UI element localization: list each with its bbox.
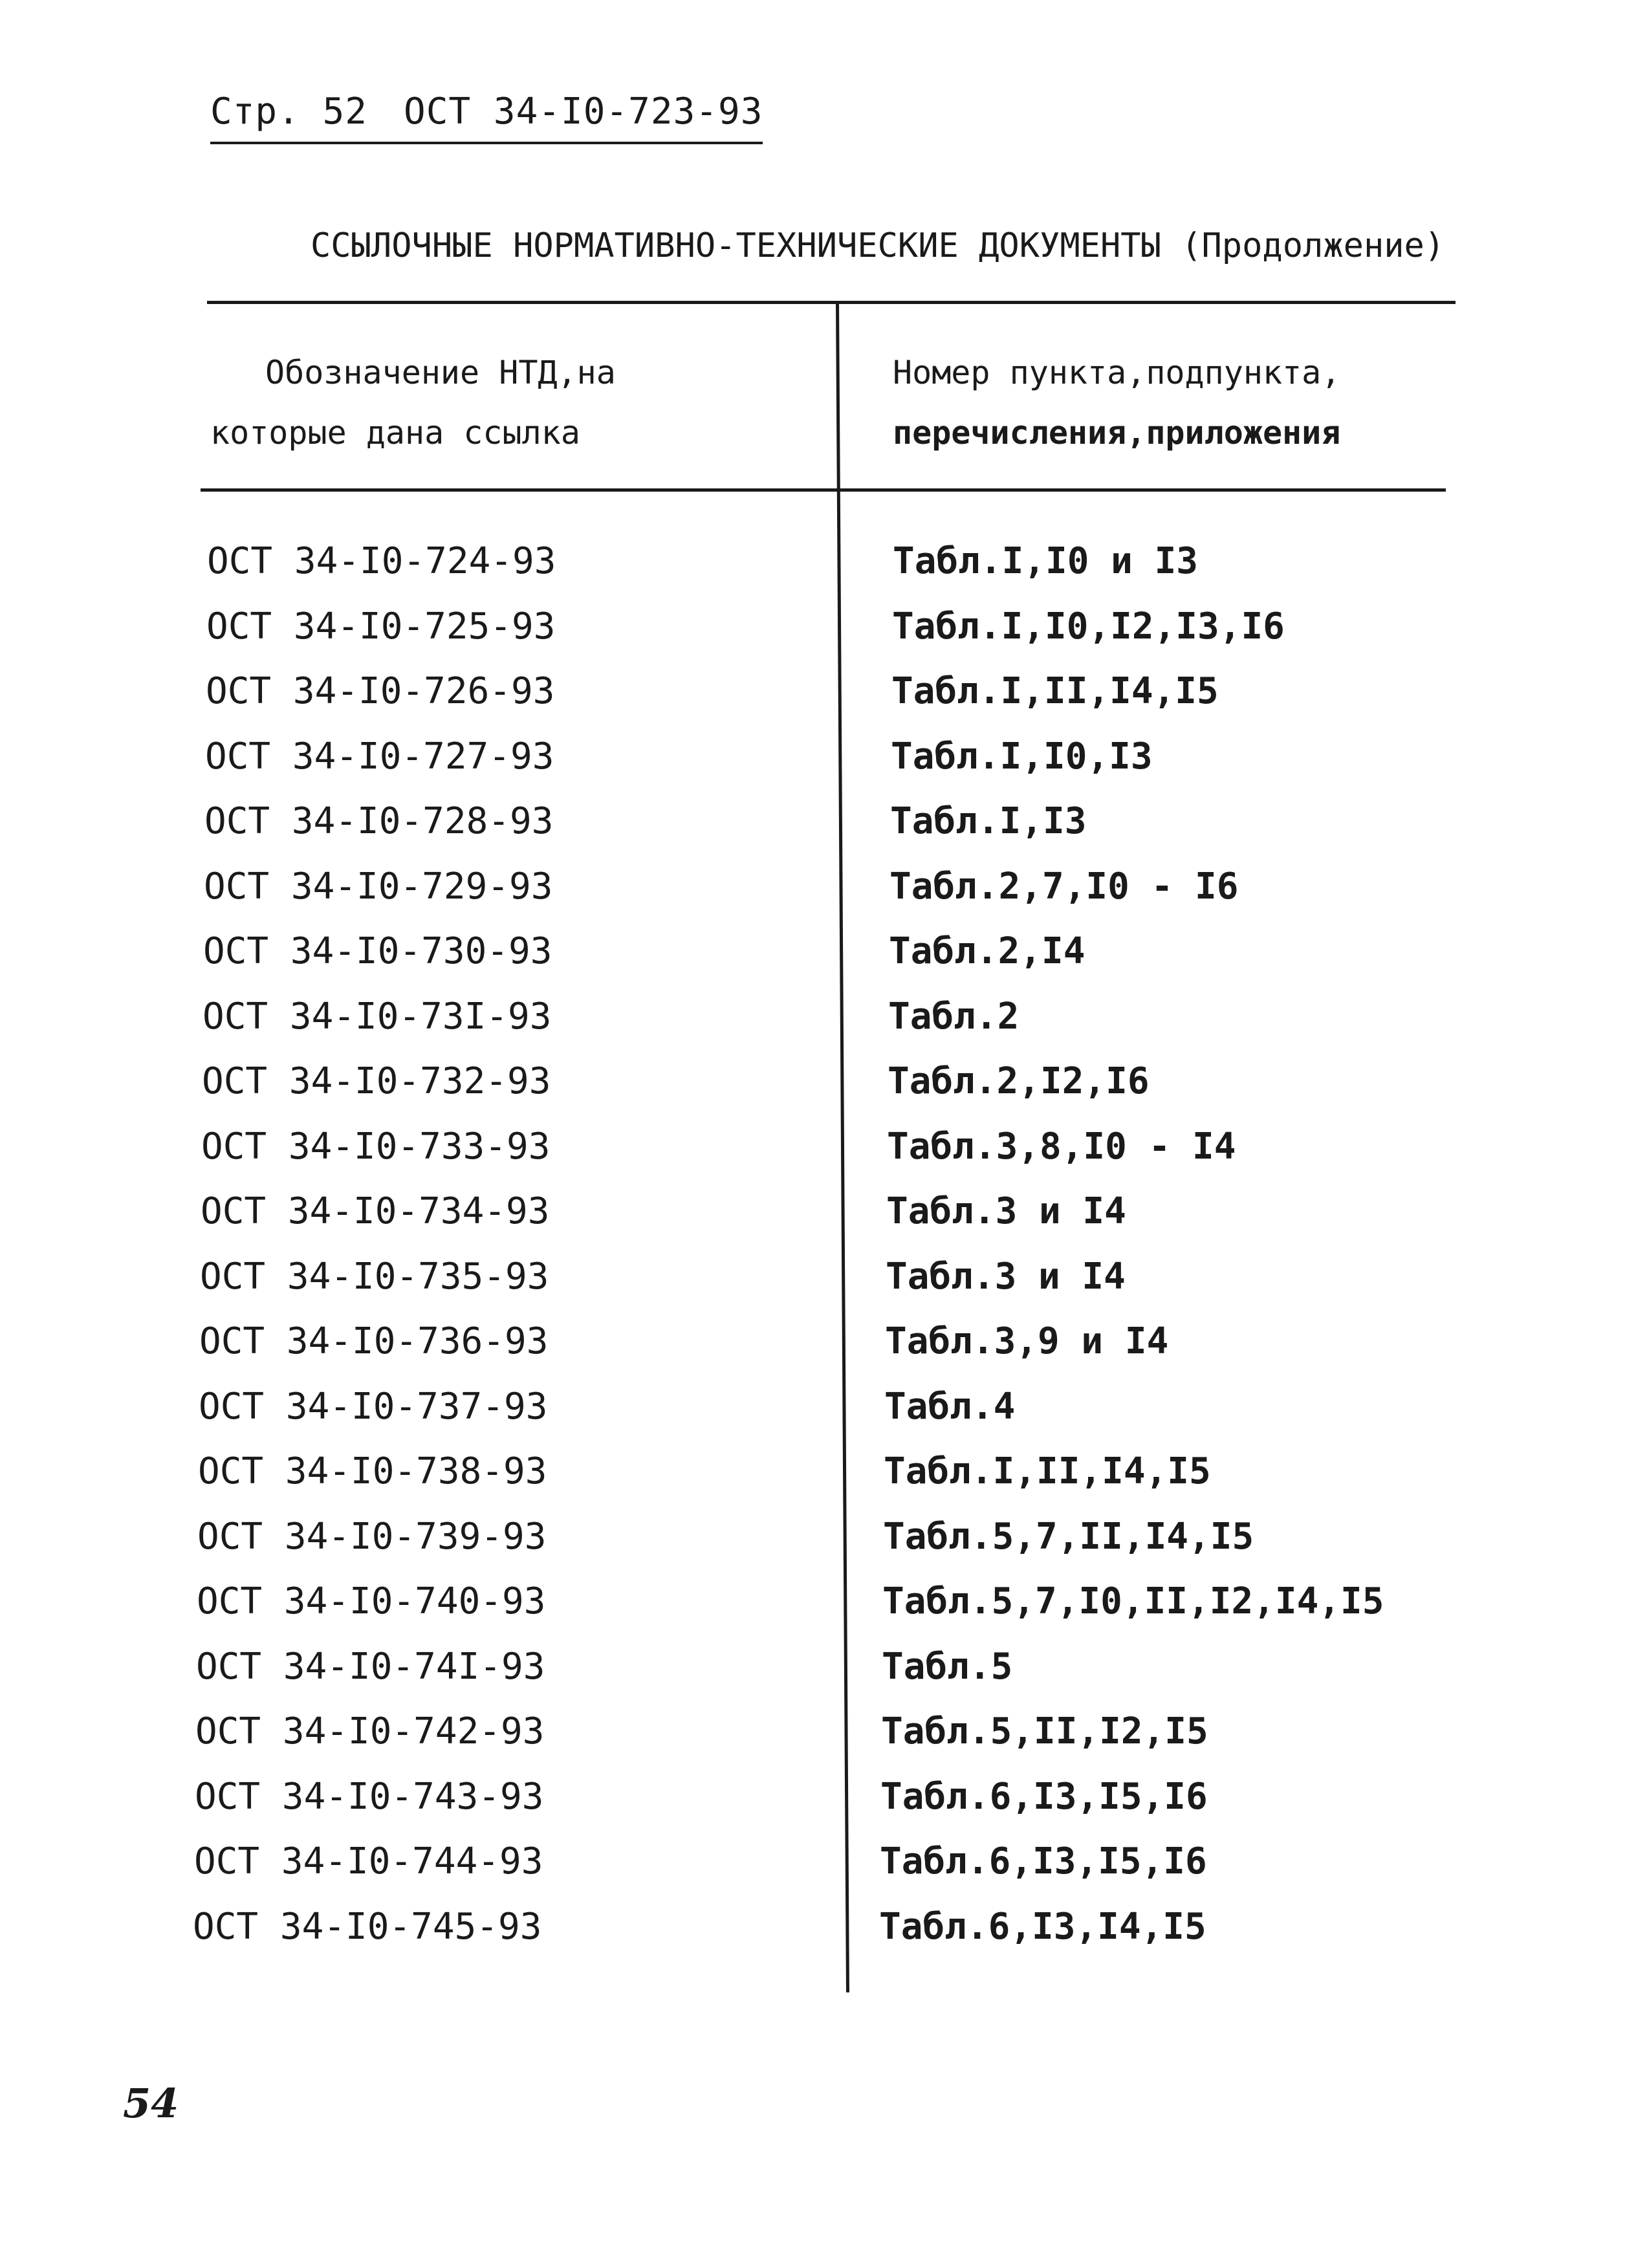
designation-cell: ОСТ 34-I0-743-93 (195, 1775, 544, 1818)
designation-cell: ОСТ 34-I0-740-93 (197, 1580, 546, 1622)
table-row (194, 1906, 1456, 1971)
designation-cell: ОСТ 34-I0-727-93 (205, 735, 554, 778)
col2-header-line1: Номер пункта,подпункта, (893, 354, 1341, 391)
col2-header-line2: перечисления,приложения (893, 414, 1341, 452)
designation-cell: ОСТ 34-I0-733-93 (201, 1125, 551, 1168)
designation-cell: ОСТ 34-I0-725-93 (206, 605, 556, 648)
designation-cell: ОСТ 34-I0-729-93 (204, 865, 553, 908)
reference-cell: Табл.3 и I4 (886, 1190, 1126, 1232)
reference-cell: Табл.3 и I4 (886, 1255, 1126, 1298)
designation-cell: ОСТ 34-I0-732-93 (202, 1060, 551, 1102)
col1-header-line2: которые дана ссылка (210, 414, 580, 452)
designation-cell: ОСТ 34-I0-738-93 (198, 1450, 547, 1492)
table-row (194, 930, 1456, 996)
reference-cell: Табл.2 (888, 995, 1020, 1038)
reference-cell: Табл.3,9 и I4 (885, 1320, 1169, 1362)
designation-cell: ОСТ 34-I0-728-93 (204, 800, 554, 842)
reference-cell: Табл.I,II,I4,I5 (891, 670, 1219, 712)
table-row (194, 1646, 1456, 1711)
reference-cell: Табл.6,I3,I5,I6 (880, 1775, 1208, 1818)
reference-cell: Табл.I,II,I4,I5 (884, 1450, 1211, 1492)
designation-cell: ОСТ 34-I0-73I-93 (202, 995, 552, 1038)
reference-cell: Табл.5 (882, 1645, 1013, 1688)
reference-cell: Табл.4 (884, 1385, 1016, 1428)
designation-cell: ОСТ 34-I0-744-93 (194, 1840, 543, 1882)
reference-cell: Табл.6,I3,I4,I5 (879, 1905, 1206, 1948)
reference-cell: Табл.6,I3,I5,I6 (880, 1840, 1207, 1882)
page-header (210, 91, 763, 144)
reference-cell: Табл.I,I3 (890, 800, 1087, 842)
table-row (194, 1190, 1456, 1256)
designation-cell: ОСТ 34-I0-742-93 (195, 1710, 545, 1752)
table-row (194, 1126, 1456, 1191)
designation-cell: ОСТ 34-I0-726-93 (206, 670, 555, 712)
reference-cell: Табл.3,8,I0 - I4 (887, 1125, 1236, 1168)
table-row (194, 800, 1456, 866)
table-top-rule (207, 301, 1456, 304)
table-row (194, 1580, 1456, 1646)
page-label: Стр. 52 (210, 91, 368, 133)
designation-cell: ОСТ 34-I0-737-93 (199, 1385, 548, 1428)
table-header-rule (201, 488, 1446, 492)
reference-cell: Табл.I,I0,I2,I3,I6 (892, 605, 1285, 648)
reference-cell: Табл.2,I2,I6 (888, 1060, 1150, 1102)
table-body (194, 540, 1456, 1970)
table-row (194, 670, 1456, 736)
reference-cell: Табл.5,II,I2,I5 (881, 1710, 1208, 1752)
reference-cell: Табл.2,7,I0 - I6 (889, 865, 1239, 908)
table-row (194, 736, 1456, 801)
reference-cell: Табл.2,I4 (889, 930, 1085, 972)
table-row (194, 1710, 1456, 1776)
document-title: ССЫЛОЧНЫЕ НОРМАТИВНО-ТЕХНИЧЕСКИЕ ДОКУМЕНТЫ (Продолжение) (311, 226, 1445, 265)
table-row (194, 1386, 1456, 1451)
col1-header-line1: Обозначение НТД,на (265, 354, 616, 391)
designation-cell: ОСТ 34-I0-739-93 (197, 1515, 547, 1558)
table-row (194, 996, 1456, 1061)
reference-cell: Табл.I,I0,I3 (891, 735, 1153, 778)
reference-cell: Табл.5,7,II,I4,I5 (883, 1515, 1254, 1558)
designation-cell: ОСТ 34-I0-736-93 (199, 1320, 549, 1362)
table-row (194, 1776, 1456, 1841)
designation-cell: ОСТ 34-I0-745-93 (193, 1905, 542, 1948)
reference-cell: Табл.5,7,I0,II,I2,I4,I5 (882, 1580, 1384, 1622)
reference-cell: Табл.I,I0 и I3 (893, 540, 1199, 582)
table-row (194, 1256, 1456, 1321)
table-row (194, 605, 1456, 671)
references-table (194, 301, 1456, 1996)
designation-cell: ОСТ 34-I0-724-93 (207, 540, 556, 582)
page-number: 54 (123, 2080, 179, 2127)
table-row (194, 1840, 1456, 1906)
table-row (194, 1516, 1456, 1581)
table-row (194, 1450, 1456, 1516)
standard-designation: ОСТ 34-I0-723-93 (404, 91, 763, 133)
designation-cell: ОСТ 34-I0-74I-93 (196, 1645, 545, 1688)
table-row (194, 1060, 1456, 1126)
table-row (194, 1320, 1456, 1386)
designation-cell: ОСТ 34-I0-730-93 (203, 930, 552, 972)
designation-cell: ОСТ 34-I0-735-93 (200, 1255, 549, 1298)
designation-cell: ОСТ 34-I0-734-93 (201, 1190, 550, 1232)
table-row (194, 866, 1456, 931)
table-row (194, 540, 1456, 605)
